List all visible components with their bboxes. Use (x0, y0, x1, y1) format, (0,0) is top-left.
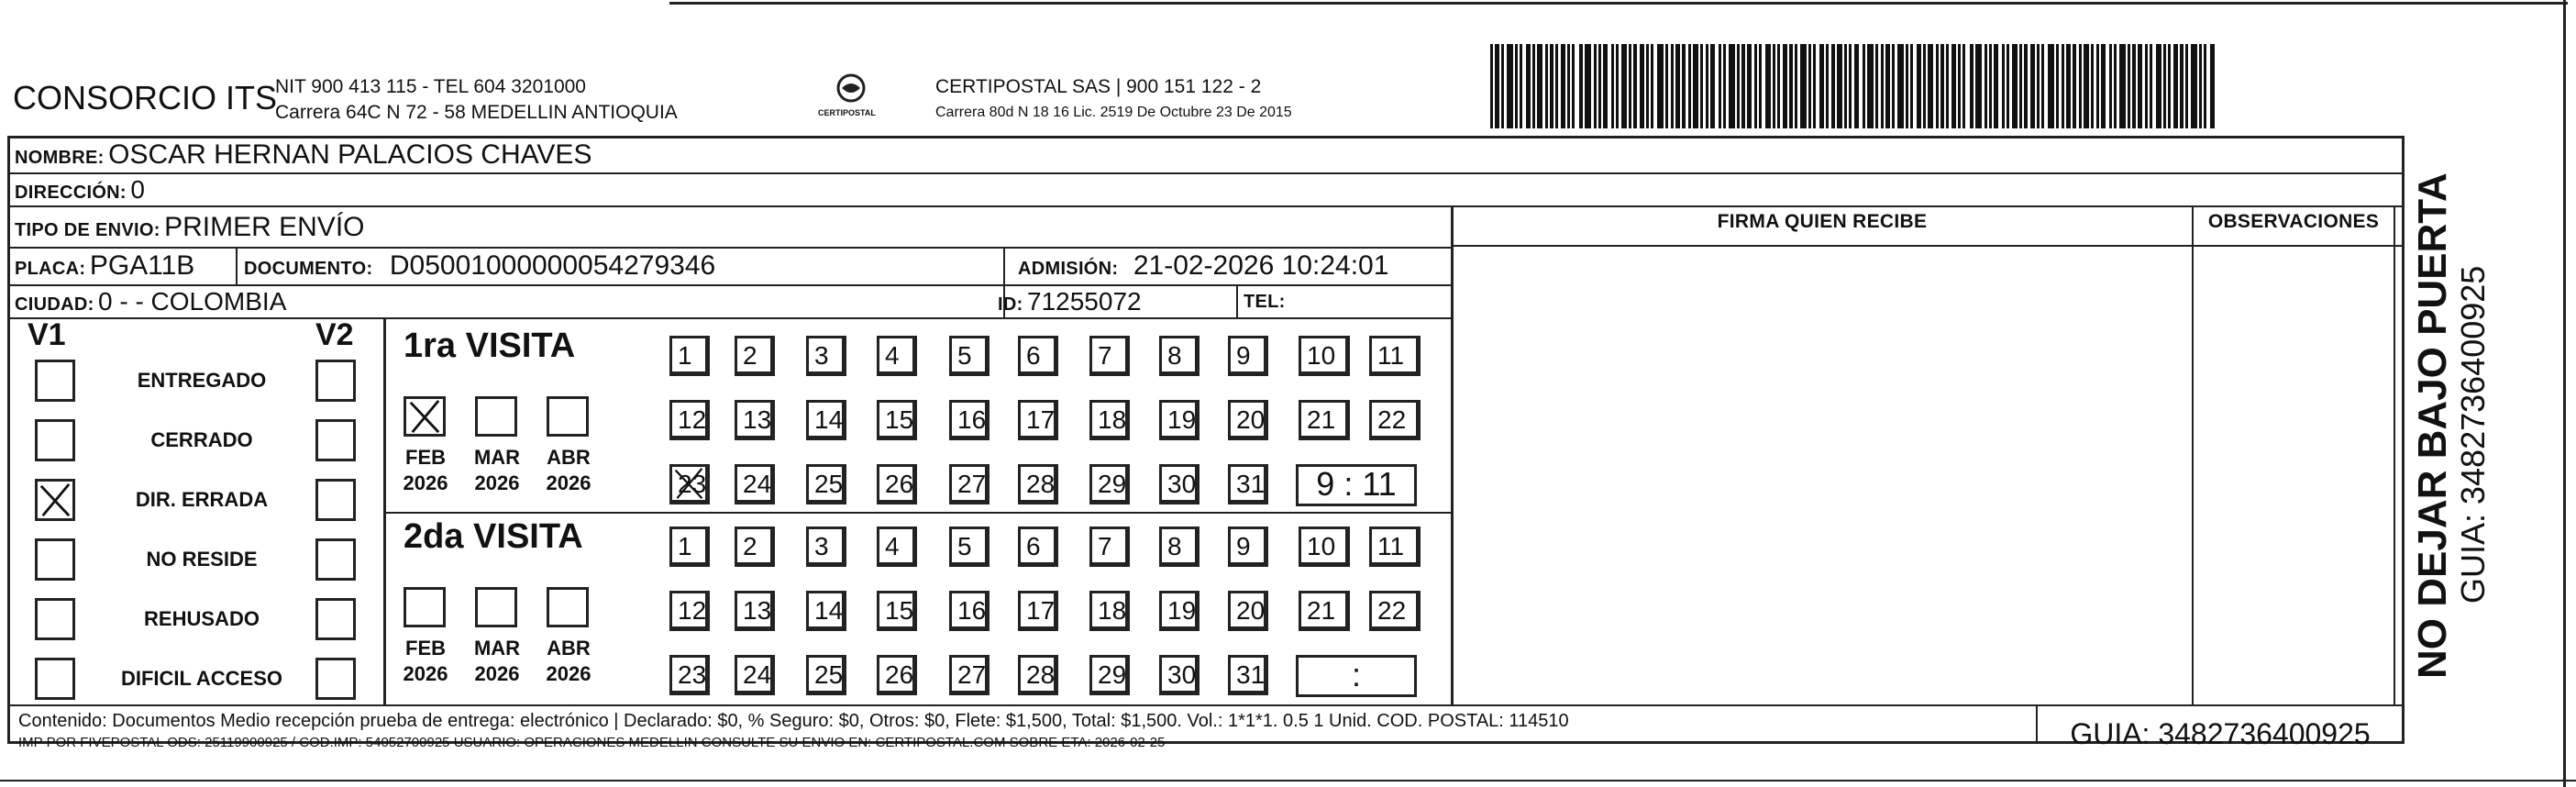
month-checkbox[interactable] (547, 396, 589, 437)
day-box[interactable]: 8 (1159, 527, 1200, 567)
day-box[interactable]: 22 (1369, 400, 1421, 440)
nombre-value: OSCAR HERNAN PALACIOS CHAVES (108, 139, 592, 170)
status-label: NO RESIDE (146, 548, 258, 571)
v1-label: V1 (28, 317, 66, 352)
firma-header: FIRMA QUIEN RECIBE (1717, 211, 1928, 232)
v2-label: V2 (315, 317, 354, 352)
day-box[interactable]: 25 (806, 655, 846, 695)
status-label: DIFICIL ACCESO (120, 667, 282, 690)
day-box[interactable]: 16 (949, 400, 989, 440)
nombre-label: NOMBRE: (15, 148, 105, 168)
month-checkbox[interactable] (547, 587, 589, 627)
day-box[interactable]: 29 (1089, 655, 1130, 695)
visit1-title: 1ra VISITA (404, 327, 576, 365)
status-v2-checkbox[interactable] (315, 479, 356, 521)
observaciones-header: OBSERVACIONES (2207, 211, 2380, 232)
month-name: ABR (547, 446, 591, 469)
signature-area[interactable] (1454, 248, 2190, 703)
day-box[interactable]: 4 (877, 336, 917, 376)
day-box[interactable]: 26 (877, 655, 917, 695)
observations-area[interactable] (2195, 248, 2392, 703)
month-name: MAR (473, 637, 521, 660)
direccion-value: 0 (130, 175, 145, 204)
day-box[interactable]: 20 (1228, 591, 1268, 631)
day-box[interactable]: 7 (1089, 527, 1130, 567)
month-name: MAR (473, 446, 521, 469)
status-v1-checkbox[interactable] (35, 538, 75, 581)
footer-imp: IMP POR FIVEPOSTAL ODS: 25119900925 / COD.IMP: 54052700925 USUARIO: OPERACIONES MEDELLIN CONSULTE SU ENVIO EN: CERTIPOSTAL.COM SOBRE ETA: 2026-02-25 (18, 735, 1166, 750)
day-box[interactable]: 2 (735, 527, 775, 567)
day-box[interactable]: 3 (806, 527, 846, 567)
day-box[interactable]: 2 (735, 336, 775, 376)
tel-cell (1244, 286, 1286, 319)
day-box[interactable]: 15 (877, 591, 917, 631)
id-cell (998, 286, 1142, 322)
month-year: 2026 (403, 662, 448, 685)
status-v2-checkbox[interactable] (315, 419, 356, 461)
day-box[interactable]: 1 (669, 336, 710, 376)
id-label: ID: (998, 294, 1023, 315)
month-label (396, 636, 455, 687)
day-box[interactable]: 4 (877, 527, 917, 567)
month-label (539, 445, 598, 496)
col-line (1451, 205, 1454, 706)
month-label (468, 636, 526, 687)
day-box[interactable]: 13 (735, 591, 775, 631)
status-v2-checkbox[interactable] (315, 598, 356, 640)
month-label (539, 636, 598, 687)
day-box[interactable]: 9 (1228, 336, 1268, 376)
day-box[interactable]: 12 (669, 591, 710, 631)
month-checkbox[interactable] (404, 396, 446, 437)
day-box[interactable]: 31 (1228, 464, 1268, 504)
day-box[interactable]: 14 (806, 591, 846, 631)
placa-label: PLACA: (15, 259, 86, 279)
company-name: CONSORCIO ITS (13, 79, 278, 116)
placa-cell (15, 249, 194, 288)
admision-label: ADMISIÓN: (1018, 259, 1119, 279)
month-checkbox[interactable] (404, 587, 446, 627)
day-box[interactable]: 29 (1089, 464, 1130, 504)
tel-label: TEL: (1244, 292, 1286, 312)
month-name: FEB (405, 446, 446, 469)
day-box[interactable]: 23 (669, 464, 710, 504)
frame-right (2402, 136, 2405, 744)
day-box[interactable]: 19 (1159, 591, 1200, 631)
status-v1-checkbox[interactable] (35, 360, 75, 402)
side-warning: NO DEJAR BAJO PUERTA (2410, 172, 2455, 679)
operator-address: Carrera 80d N 18 16 Lic. 2519 De Octubre 23 De 2015 (935, 105, 1292, 120)
day-box[interactable]: 23 (669, 655, 710, 695)
id-value: 71255072 (1027, 287, 1142, 316)
day-box[interactable]: 20 (1228, 400, 1268, 440)
visit2-title: 2da VISITA (404, 517, 583, 556)
status-label: CERRADO (150, 428, 253, 451)
day-box[interactable]: 6 (1018, 336, 1058, 376)
tipo-label: TIPO DE ENVIO: (15, 220, 160, 240)
status-v1-checkbox[interactable] (35, 658, 75, 700)
admision-value: 21-02-2026 10:24:01 (1133, 250, 1389, 281)
company-nit: NIT 900 413 115 - TEL 604 3201000 (275, 76, 586, 97)
day-box[interactable]: 17 (1018, 400, 1058, 440)
status-v2-checkbox[interactable] (315, 360, 356, 402)
right-edge-line (2563, 0, 2566, 787)
day-box[interactable]: 18 (1089, 400, 1130, 440)
day-box[interactable]: 1 (669, 527, 710, 567)
day-box[interactable]: 31 (1228, 655, 1268, 695)
month-year: 2026 (474, 471, 520, 494)
tipo-value: PRIMER ENVÍO (164, 212, 365, 242)
day-box[interactable]: 8 (1159, 336, 1200, 376)
status-v2-checkbox[interactable] (315, 658, 356, 700)
col-line (2192, 205, 2194, 706)
month-label (396, 445, 455, 496)
day-box[interactable]: 10 (1299, 527, 1350, 567)
direccion-row (15, 174, 145, 210)
day-box[interactable]: 5 (949, 336, 989, 376)
col-line (383, 317, 386, 706)
day-box[interactable]: 28 (1018, 464, 1058, 504)
direccion-label: DIRECCIÓN: (15, 183, 127, 203)
month-name: FEB (405, 637, 446, 660)
day-box[interactable]: 21 (1299, 400, 1350, 440)
day-box[interactable]: 21 (1299, 591, 1350, 631)
status-v2-checkbox[interactable] (315, 538, 356, 581)
row-line (7, 205, 2405, 207)
documento-cell (244, 249, 715, 288)
time-box[interactable]: : (1296, 655, 1417, 697)
company-address: Carrera 64C N 72 - 58 MEDELLIN ANTIOQUIA (275, 102, 678, 123)
operator-name: CERTIPOSTAL SAS | 900 151 122 - 2 (935, 76, 1262, 97)
day-box[interactable]: 11 (1369, 336, 1421, 376)
time-box[interactable]: 9 : 11 (1296, 464, 1417, 506)
day-box[interactable]: 26 (877, 464, 917, 504)
day-box[interactable]: 7 (1089, 336, 1130, 376)
row-line (1453, 245, 2405, 247)
nombre-row (15, 138, 591, 177)
day-box[interactable]: 11 (1369, 527, 1421, 567)
certipostal-logo (814, 72, 888, 127)
status-v1-checkbox[interactable] (35, 479, 75, 521)
day-box[interactable]: 9 (1228, 527, 1268, 567)
day-box[interactable]: 13 (735, 400, 775, 440)
day-box[interactable]: 24 (735, 655, 775, 695)
day-box[interactable]: 25 (806, 464, 846, 504)
day-box[interactable]: 22 (1369, 591, 1421, 631)
admision-cell (1018, 249, 1388, 288)
day-box[interactable]: 18 (1089, 591, 1130, 631)
side-guia: GUIA: 3482736400925 (2454, 265, 2492, 604)
col-line (236, 247, 238, 285)
placa-value: PGA11B (89, 250, 195, 281)
col-line (1236, 284, 1238, 318)
month-checkbox[interactable] (475, 396, 517, 437)
day-box[interactable]: 30 (1159, 464, 1200, 504)
day-box[interactable]: 17 (1018, 591, 1058, 631)
day-box[interactable]: 16 (949, 591, 989, 631)
footer-contenido: Contenido: Documentos Medio recepción prueba de entrega: electrónico | Declarado: $0, % Seguro: $0, Otros: $0, Flete: $1,500, Total: $1,500. Vol.: 1*1*1. 0.5 1 Unid. COD. POSTAL: 114510 (18, 711, 1569, 731)
month-year: 2026 (546, 662, 591, 685)
month-year: 2026 (546, 471, 591, 494)
status-label: ENTREGADO (137, 369, 267, 392)
day-box[interactable]: 3 (806, 336, 846, 376)
footer-line (7, 704, 2405, 706)
month-year: 2026 (403, 471, 448, 494)
barcode (1490, 44, 2219, 128)
day-box[interactable]: 5 (949, 527, 989, 567)
status-label: REHUSADO (144, 607, 260, 630)
status-label: DIR. ERRADA (135, 488, 269, 511)
day-box[interactable]: 28 (1018, 655, 1058, 695)
day-box[interactable]: 27 (949, 655, 989, 695)
day-box[interactable]: 30 (1159, 655, 1200, 695)
day-box[interactable]: 6 (1018, 527, 1058, 567)
documento-value: D05001000000054279346 (389, 250, 716, 281)
ciudad-value: 0 - - COLOMBIA (98, 287, 287, 316)
day-box[interactable]: 27 (949, 464, 989, 504)
status-v1-checkbox[interactable] (35, 598, 75, 640)
documento-label: DOCUMENTO: (244, 259, 373, 279)
day-box[interactable]: 24 (735, 464, 775, 504)
frame-left (7, 136, 10, 744)
month-label (468, 445, 526, 496)
top-edge-line (669, 2, 2568, 5)
tipo-row (15, 209, 365, 250)
month-year: 2026 (474, 662, 520, 685)
ciudad-label: CIUDAD: (15, 294, 94, 315)
day-box[interactable]: 19 (1159, 400, 1200, 440)
month-checkbox[interactable] (475, 587, 517, 627)
visit-divider (385, 512, 1453, 514)
day-box[interactable]: 14 (806, 400, 846, 440)
col-line (2394, 205, 2395, 706)
status-v1-checkbox[interactable] (35, 419, 75, 461)
month-name: ABR (547, 637, 591, 660)
footer-guia: GUIA: 3482736400925 (2070, 717, 2371, 750)
day-box[interactable]: 15 (877, 400, 917, 440)
day-box[interactable]: 10 (1299, 336, 1350, 376)
bottom-edge-line (0, 780, 2576, 781)
day-box[interactable]: 12 (669, 400, 710, 440)
logo-text: CERTIPOSTAL (818, 108, 876, 117)
